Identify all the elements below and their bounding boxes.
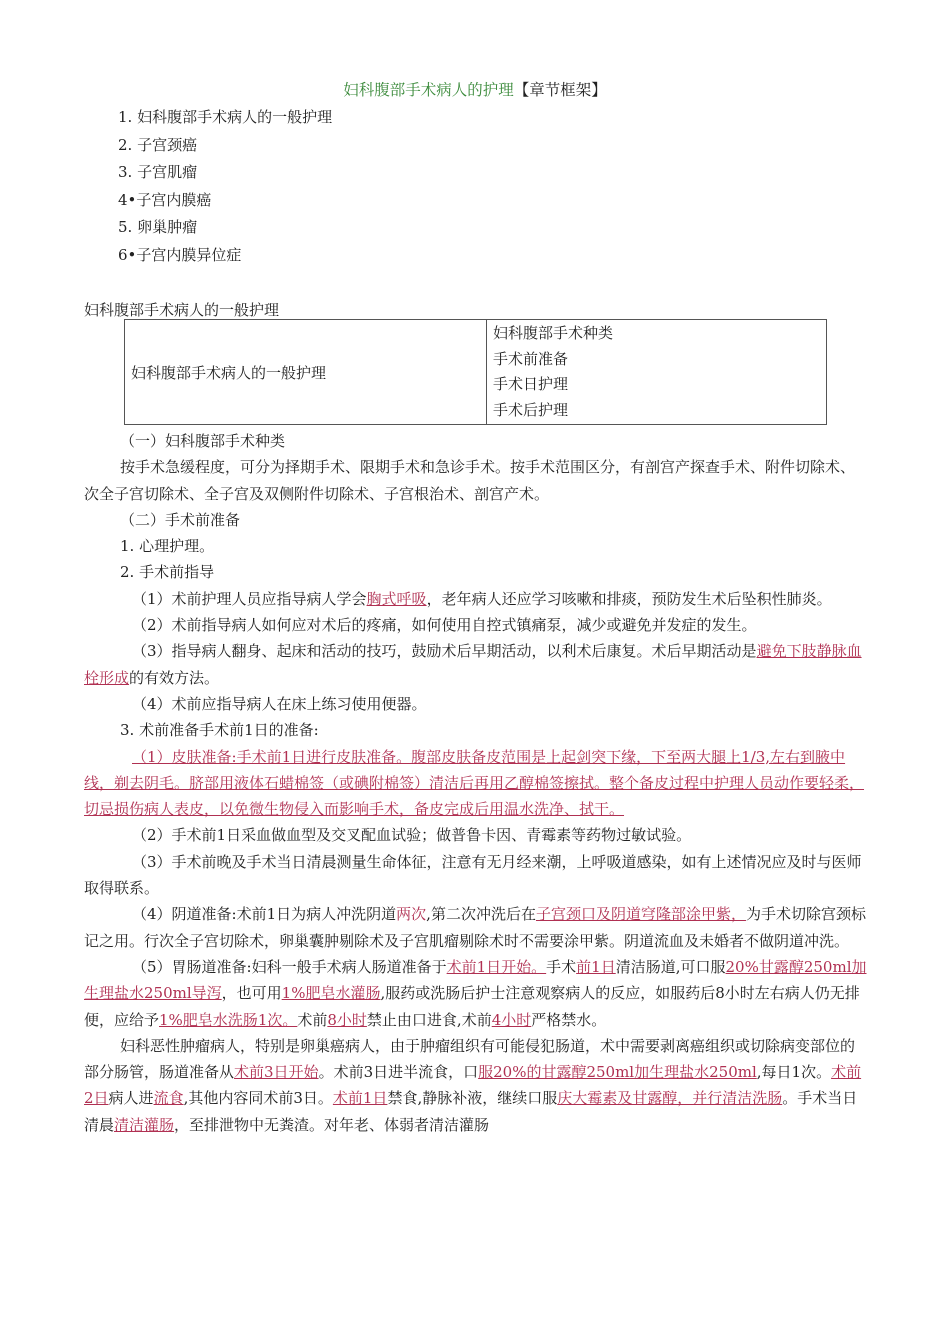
toc-item: 3. 子宫肌瘤	[118, 163, 198, 181]
paragraph: （2）术前指导病人如何应对术后的疼痛，如何使用自控式镇痛泵，减少或避免并发症的发生。	[132, 616, 757, 635]
summary-table	[124, 319, 827, 425]
toc-item: 5. 卵巢肿瘤	[118, 218, 198, 236]
highlight-text: 子宫颈口及阴道穹隆部涂甲紫，	[535, 905, 746, 924]
summary-table-left-cell: 妇科腹部手术病人的一般护理	[125, 320, 487, 425]
highlight-text: 胸式呼吸	[366, 589, 427, 608]
subsection-heading: （二）手术前准备	[120, 510, 241, 529]
highlight-text: 服20%的甘露醇250ml加生理盐水250ml	[478, 1063, 757, 1082]
highlight-text: 术前1日开始。	[446, 957, 547, 976]
subsection-heading: （一）妇科腹部手术种类	[120, 432, 286, 450]
toc-item: 2. 子宫颈癌	[118, 135, 198, 154]
summary-item: 手术日护理	[493, 375, 569, 393]
paragraph: （3）指导病人翻身、起床和活动的技巧，鼓励术后早期活动，以利术后康复。术后早期活动是避免下肢静脉血栓形成的有效方法。	[84, 642, 862, 687]
highlight-text: 术前3日开始	[234, 1063, 319, 1082]
highlight-text: 避免下肢静脉血栓形成	[84, 642, 862, 687]
table-of-contents	[118, 104, 332, 269]
paragraph: （1）术前护理人员应指导病人学会胸式呼吸，老年病人还应学习咳嗽和排痰，预防发生术后坠积性肺炎。	[132, 589, 832, 608]
paragraph: （5）胃肠道准备:妇科一般手术病人肠道准备于术前1日开始。手术前1日清洁肠道,可口服20%甘露醇250ml加生理盐水250ml导泻，也可用1%肥皂水灌肠,服药或洗肠后护士注意观察病人的反应，如服药后8小时左右病人仍无排便，应给予1%肥皂水洗肠1次。术前8小时禁止由口进食,术前4小时严格禁水。	[84, 957, 867, 1029]
toc-item: 6•子宫内膜异位症	[118, 245, 242, 264]
paragraph: （3）手术前晚及手术当日清晨测量生命体征，注意有无月经来潮，上呼吸道感染，如有上述情况应及时与医师取得联系。	[84, 852, 862, 898]
page-title: 妇科腹部手术病人的护理【章节框架】	[343, 81, 607, 99]
highlight-text: 1%肥皂水洗肠1次。	[159, 1010, 298, 1029]
highlight-text: 1%肥皂水灌肠	[281, 984, 381, 1003]
list-item: 3. 术前准备手术前1日的准备:	[120, 721, 319, 740]
document-body	[84, 428, 868, 1138]
highlight-paragraph: （1）皮肤准备:手术前1日进行皮肤准备。腹部皮肤备皮范围是上起剑突下缘，下至两大腿上1/3,左右到腋中线，剃去阴毛。脐部用液体石蜡棉签（或碘附棉签）清洁后再用乙醇棉签擦拭。整个备皮过程中护理人员动作要轻柔，切忌损伤病人表皮，以免微生物侵入而影响手术，备皮完成后用温水洗净、拭干。	[84, 747, 865, 819]
toc-item: 4•子宫内膜癌	[118, 190, 212, 209]
summary-item: 手术后护理	[493, 400, 569, 419]
paragraph: 按手术急缓程度，可分为择期手术、限期手术和急诊手术。按手术范围区分，有剖宫产探查手术、附件切除术、次全子宫切除术、全子宫及双侧附件切除术、子宫根治术、剖宫产术。	[84, 458, 856, 503]
highlight-text: 术前2日	[84, 1063, 862, 1108]
highlight-text: 两次	[396, 905, 427, 924]
highlight-text: 流食	[153, 1089, 184, 1108]
summary-item: 手术前准备	[493, 349, 569, 368]
highlight-text: 20%甘露醇250ml加生理盐水250ml导泻	[84, 957, 867, 1003]
summary-item: 妇科腹部手术种类	[493, 324, 614, 342]
highlight-text: 清洁灌肠	[114, 1115, 175, 1134]
list-item: 1. 心理护理。	[120, 537, 215, 556]
paragraph: 妇科恶性肿瘤病人，特别是卵巢癌病人，由于肿瘤组织有可能侵犯肠道，术中需要剥离癌组织或切除病变部位的部分肠管，肠道准备从术前3日开始。术前3日进半流食，口服20%的甘露醇250ml加生理盐水250ml,每日1次。术前2日病人进流食,其他内容同术前3日。术前1日禁食,静脉补液，继续口服庆大霉素及甘露醇，并行清洁洗肠。手术当日清晨清洁灌肠，至排泄物中无粪渣。对年老、体弱者清洁灌肠	[84, 1036, 862, 1134]
highlight-text: 8小时	[327, 1010, 367, 1029]
highlight-text: 庆大霉素及甘露醇，并行清洁洗肠	[557, 1089, 783, 1108]
summary-table-right-cell	[487, 320, 827, 425]
toc-item: 1. 妇科腹部手术病人的一般护理	[118, 108, 333, 126]
paragraph: （2）手术前1日采血做血型及交叉配血试验；做普鲁卡因、青霉素等药物过敏试验。	[132, 826, 692, 845]
paragraph: （4）阴道准备:术前1日为病人冲洗阴道两次,第二次冲洗后在子宫颈口及阴道穹隆部涂甲紫，为手术切除宫颈标记之用。行次全子宫切除术，卵巢囊肿剔除术及子宫肌瘤剔除术时不需要涂甲紫。阴道流血及未婚者不做阴道冲洗。	[84, 905, 866, 950]
paragraph: （4）术前应指导病人在床上练习使用便器。	[132, 694, 427, 713]
list-item: 2. 手术前指导	[120, 563, 215, 582]
highlight-text: 前1日	[576, 957, 616, 976]
section-heading: 妇科腹部手术病人的一般护理	[84, 301, 280, 319]
highlight-text: 4小时	[491, 1010, 532, 1029]
highlight-text: 术前1日	[332, 1089, 388, 1108]
